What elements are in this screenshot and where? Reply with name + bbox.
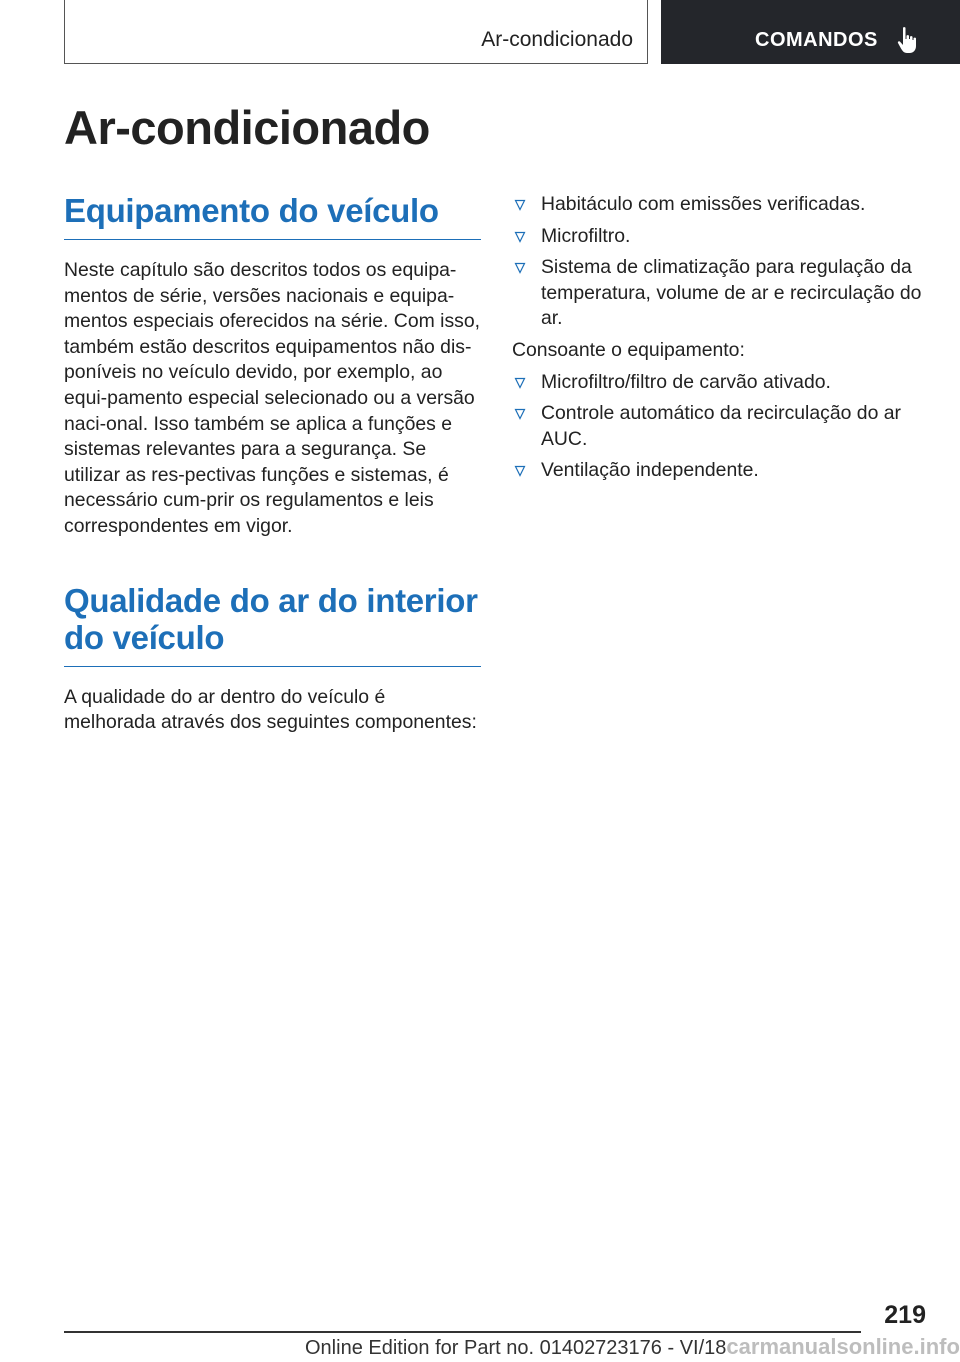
air-quality-section bbox=[64, 582, 481, 736]
list-item-text: Ventilação independente. bbox=[541, 459, 759, 482]
equipment-dependent-subhead: Consoante o equipamento: bbox=[512, 338, 745, 361]
footer-divider bbox=[64, 1331, 861, 1333]
pointing-hand-icon bbox=[897, 26, 921, 54]
triangle-bullet-icon bbox=[514, 465, 526, 477]
section-title-equipment: Equipamento do veículo bbox=[64, 192, 481, 240]
edition-text: Online Edition for Part no. 01402723176 - VI/18 bbox=[305, 1337, 727, 1359]
list-item bbox=[512, 458, 922, 484]
triangle-bullet-icon bbox=[514, 231, 526, 243]
triangle-bullet-icon bbox=[514, 262, 526, 274]
list-item-text: Microfiltro. bbox=[541, 224, 631, 247]
list-item-text: Sistema de climatização para regulação da temperatura, volume de ar e recirculação do ar. bbox=[541, 256, 922, 330]
section-title-air-quality: Qualidade do ar do interior do veículo bbox=[64, 582, 481, 667]
right-column bbox=[512, 192, 922, 490]
page-number: 219 bbox=[884, 1301, 926, 1329]
page-title: Ar-condicionado bbox=[64, 101, 430, 154]
component-list bbox=[512, 192, 922, 332]
list-item bbox=[512, 370, 922, 396]
list-item bbox=[512, 224, 922, 250]
list-item bbox=[512, 255, 922, 332]
equipment-paragraph: Neste capítulo são descritos todos os equipa-mentos de série, versões nacionais e equipa-mentos especiais oferecidos na série. Com isso, também estão descritos equipamentos não dis-poníveis no veículo devido, por exemplo, ao equi-pamento especial selecionado ou a versão naci-onal. Isso também se aplica a funções e sistemas relevantes para a segurança. Se utilizar as res-pectivas funções e sistemas, é necessário cum-prir os regulamentos e leis correspondentes em vigor. bbox=[64, 259, 481, 537]
chapter-tab[interactable] bbox=[661, 0, 960, 64]
list-item bbox=[512, 192, 922, 218]
triangle-bullet-icon bbox=[514, 199, 526, 211]
header-section-box bbox=[64, 0, 648, 64]
optional-component-list bbox=[512, 370, 922, 484]
watermark: carmanualsonline.info bbox=[726, 1334, 960, 1359]
triangle-bullet-icon bbox=[514, 408, 526, 420]
triangle-bullet-icon bbox=[514, 377, 526, 389]
list-item bbox=[512, 401, 922, 452]
list-item-text: Habitáculo com emissões verificadas. bbox=[541, 193, 866, 215]
air-quality-paragraph: A qualidade do ar dentro do veículo é melhorada através dos seguintes componentes: bbox=[64, 685, 477, 734]
list-item-text: Microfiltro/filtro de carvão ativado. bbox=[541, 370, 831, 393]
header-section-title: Ar-condicionado bbox=[481, 28, 633, 51]
footer-edition bbox=[305, 1334, 960, 1360]
left-column bbox=[64, 192, 481, 736]
chapter-tab-label: COMANDOS bbox=[755, 29, 878, 51]
list-item-text: Controle automático da recirculação do ar AUC. bbox=[541, 402, 901, 450]
